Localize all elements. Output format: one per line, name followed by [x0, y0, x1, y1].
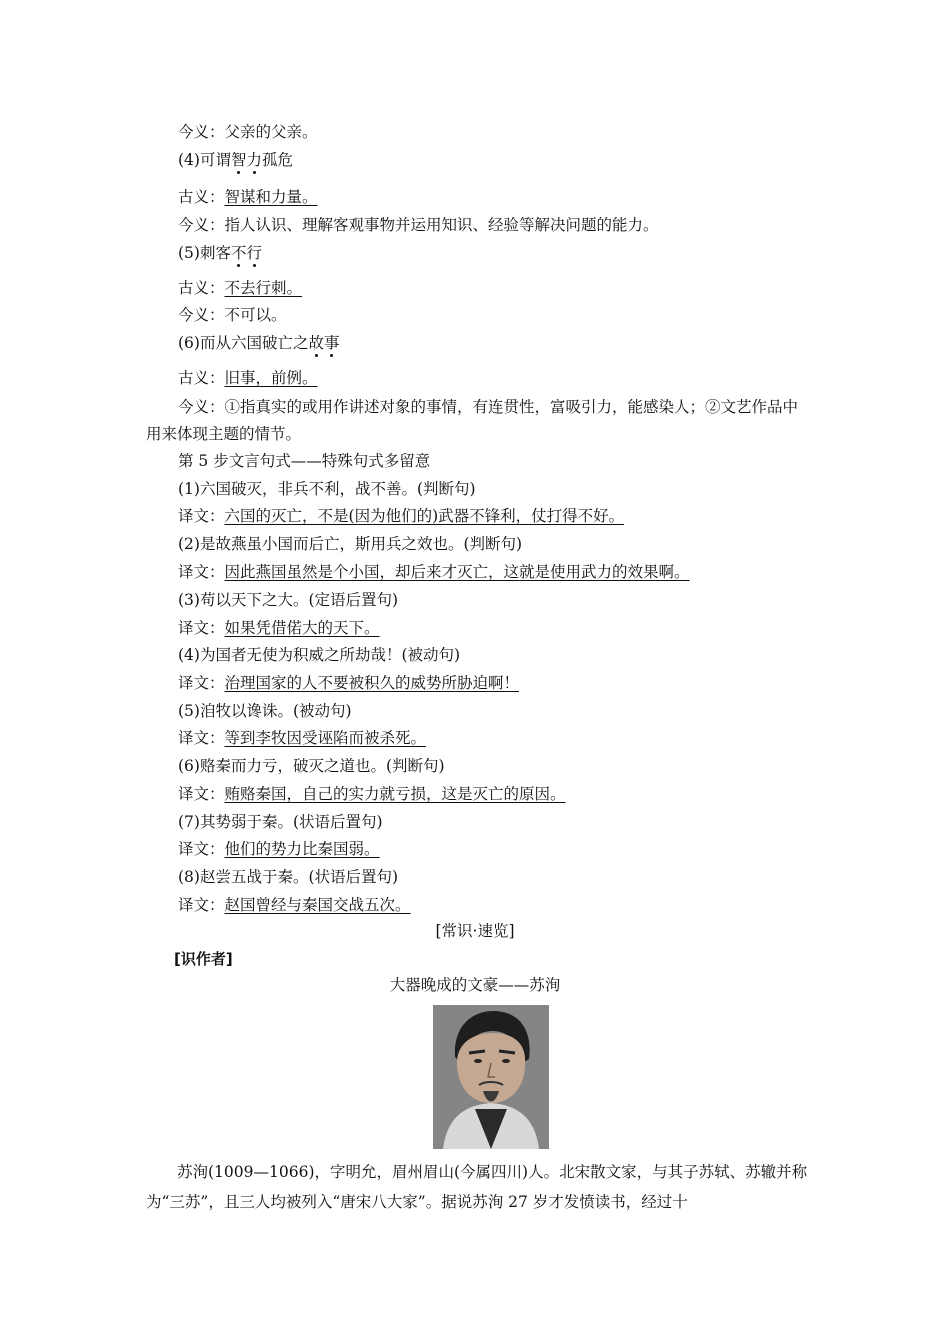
answer-text: 治理国家的人不要被积久的威势所胁迫啊！: [224, 674, 520, 692]
translation-line: [178, 727, 426, 749]
modern-meaning-line: 今义：父亲的父亲。: [178, 123, 318, 141]
line-label: 译文：: [178, 785, 225, 803]
line-label: 译文：: [178, 840, 225, 858]
modern-meaning-line: 今义：不可以。: [178, 306, 287, 324]
sentence-item: (8)赵尝五战于秦。(状语后置句): [178, 868, 399, 886]
ancient-meaning-line: [178, 277, 302, 299]
sentence-item: (2)是故燕虽小国而后亡，斯用兵之效也。(判断句): [178, 535, 523, 553]
translation-line: [178, 838, 380, 860]
line-label: 译文：: [178, 729, 225, 747]
example-item-5: [178, 242, 262, 264]
example-item-4: [178, 149, 293, 171]
example-text: (5)刺客: [178, 244, 231, 262]
sentence-item: (6)赂秦而力亏，破灭之道也。(判断句): [178, 757, 445, 775]
section-tag: [识作者]: [174, 950, 233, 968]
section-heading: [常识·速览]: [435, 922, 515, 940]
sentence-item: (1)六国破灭，非兵不利，战不善。(判断句): [178, 480, 476, 498]
answer-text: 不去行刺。: [224, 279, 303, 297]
translation-line: [178, 617, 380, 639]
example-text: (4)可谓: [178, 151, 231, 169]
sentence-item: (4)为国者无使为积威之所劫哉！(被动句): [178, 646, 461, 664]
emphasis-char: 智: [230, 151, 247, 169]
translation-line: [178, 505, 624, 527]
answer-text: 等到李牧因受诬陷而被杀死。: [224, 729, 427, 747]
example-item-6: [178, 332, 340, 354]
example-text: (6)而从六国破亡之: [178, 334, 309, 352]
translation-line: [178, 561, 690, 583]
line-label: 译文：: [178, 507, 225, 525]
line-label: 古义：: [178, 279, 225, 297]
modern-meaning-line: 今义：指人认识、理解客观事物并运用知识、经验等解决问题的能力。: [178, 216, 659, 234]
answer-text: 贿赂秦国，自己的实力就亏损，这是灭亡的原因。: [224, 785, 566, 803]
line-label: 译文：: [178, 674, 225, 692]
sentence-item: (3)苟以天下之大。(定语后置句): [178, 591, 399, 609]
emphasis-char: 故: [308, 334, 324, 352]
emphasis-char: 力: [246, 151, 262, 169]
translation-line: [178, 672, 519, 694]
emphasis-char: 行: [246, 244, 262, 262]
line-label: 译文：: [178, 563, 225, 581]
author-bio-paragraph: 苏洵(1009—1066)，字明允，眉州眉山(今属四川)人。北宋散文家，与其子苏轼、苏辙并称为“三苏”，且三人均被列入“唐宋八大家”。据说苏洵 27 岁才发愤读书，经过十: [146, 1163, 808, 1211]
answer-text: 旧事，前例。: [224, 369, 318, 387]
ancient-meaning-line: [178, 186, 318, 208]
answer-text: 智谋和力量。: [224, 188, 318, 206]
line-label: 译文：: [178, 619, 225, 637]
subtitle: 大器晚成的文豪——苏洵: [389, 976, 561, 994]
example-text: 孤危: [262, 151, 294, 169]
translation-line: [178, 894, 411, 916]
answer-text: 赵国曾经与秦国交战五次。: [224, 896, 411, 914]
answer-text: 因此燕国虽然是个小国，却后来才灭亡，这就是使用武力的效果啊。: [224, 563, 690, 581]
line-label: 译文：: [178, 896, 225, 914]
answer-text: 如果凭借偌大的天下。: [224, 619, 380, 637]
translation-line: [178, 783, 566, 805]
portrait-image: [433, 1005, 549, 1149]
emphasis-char: 不: [230, 244, 247, 262]
sentence-item: (5)洎牧以谗诛。(被动句): [178, 702, 352, 720]
author-portrait: [433, 1005, 549, 1149]
answer-text: 他们的势力比秦国弱。: [224, 840, 380, 858]
answer-text: 六国的灭亡，不是(因为他们的)武器不锋利，仗打得不好。: [224, 507, 625, 525]
modern-meaning-paragraph: 今义：①指真实的或用作讲述对象的事情，有连贯性，富吸引力，能感染人；②文艺作品中用来体现主题的情节。: [146, 398, 799, 443]
step-heading: 第 5 步文言句式——特殊句式多留意: [178, 452, 431, 470]
ancient-meaning-line: [178, 367, 318, 389]
line-label: 古义：: [178, 369, 225, 387]
sentence-item: (7)其势弱于秦。(状语后置句): [178, 813, 383, 831]
emphasis-char: 事: [323, 334, 340, 352]
line-label: 古义：: [178, 188, 225, 206]
